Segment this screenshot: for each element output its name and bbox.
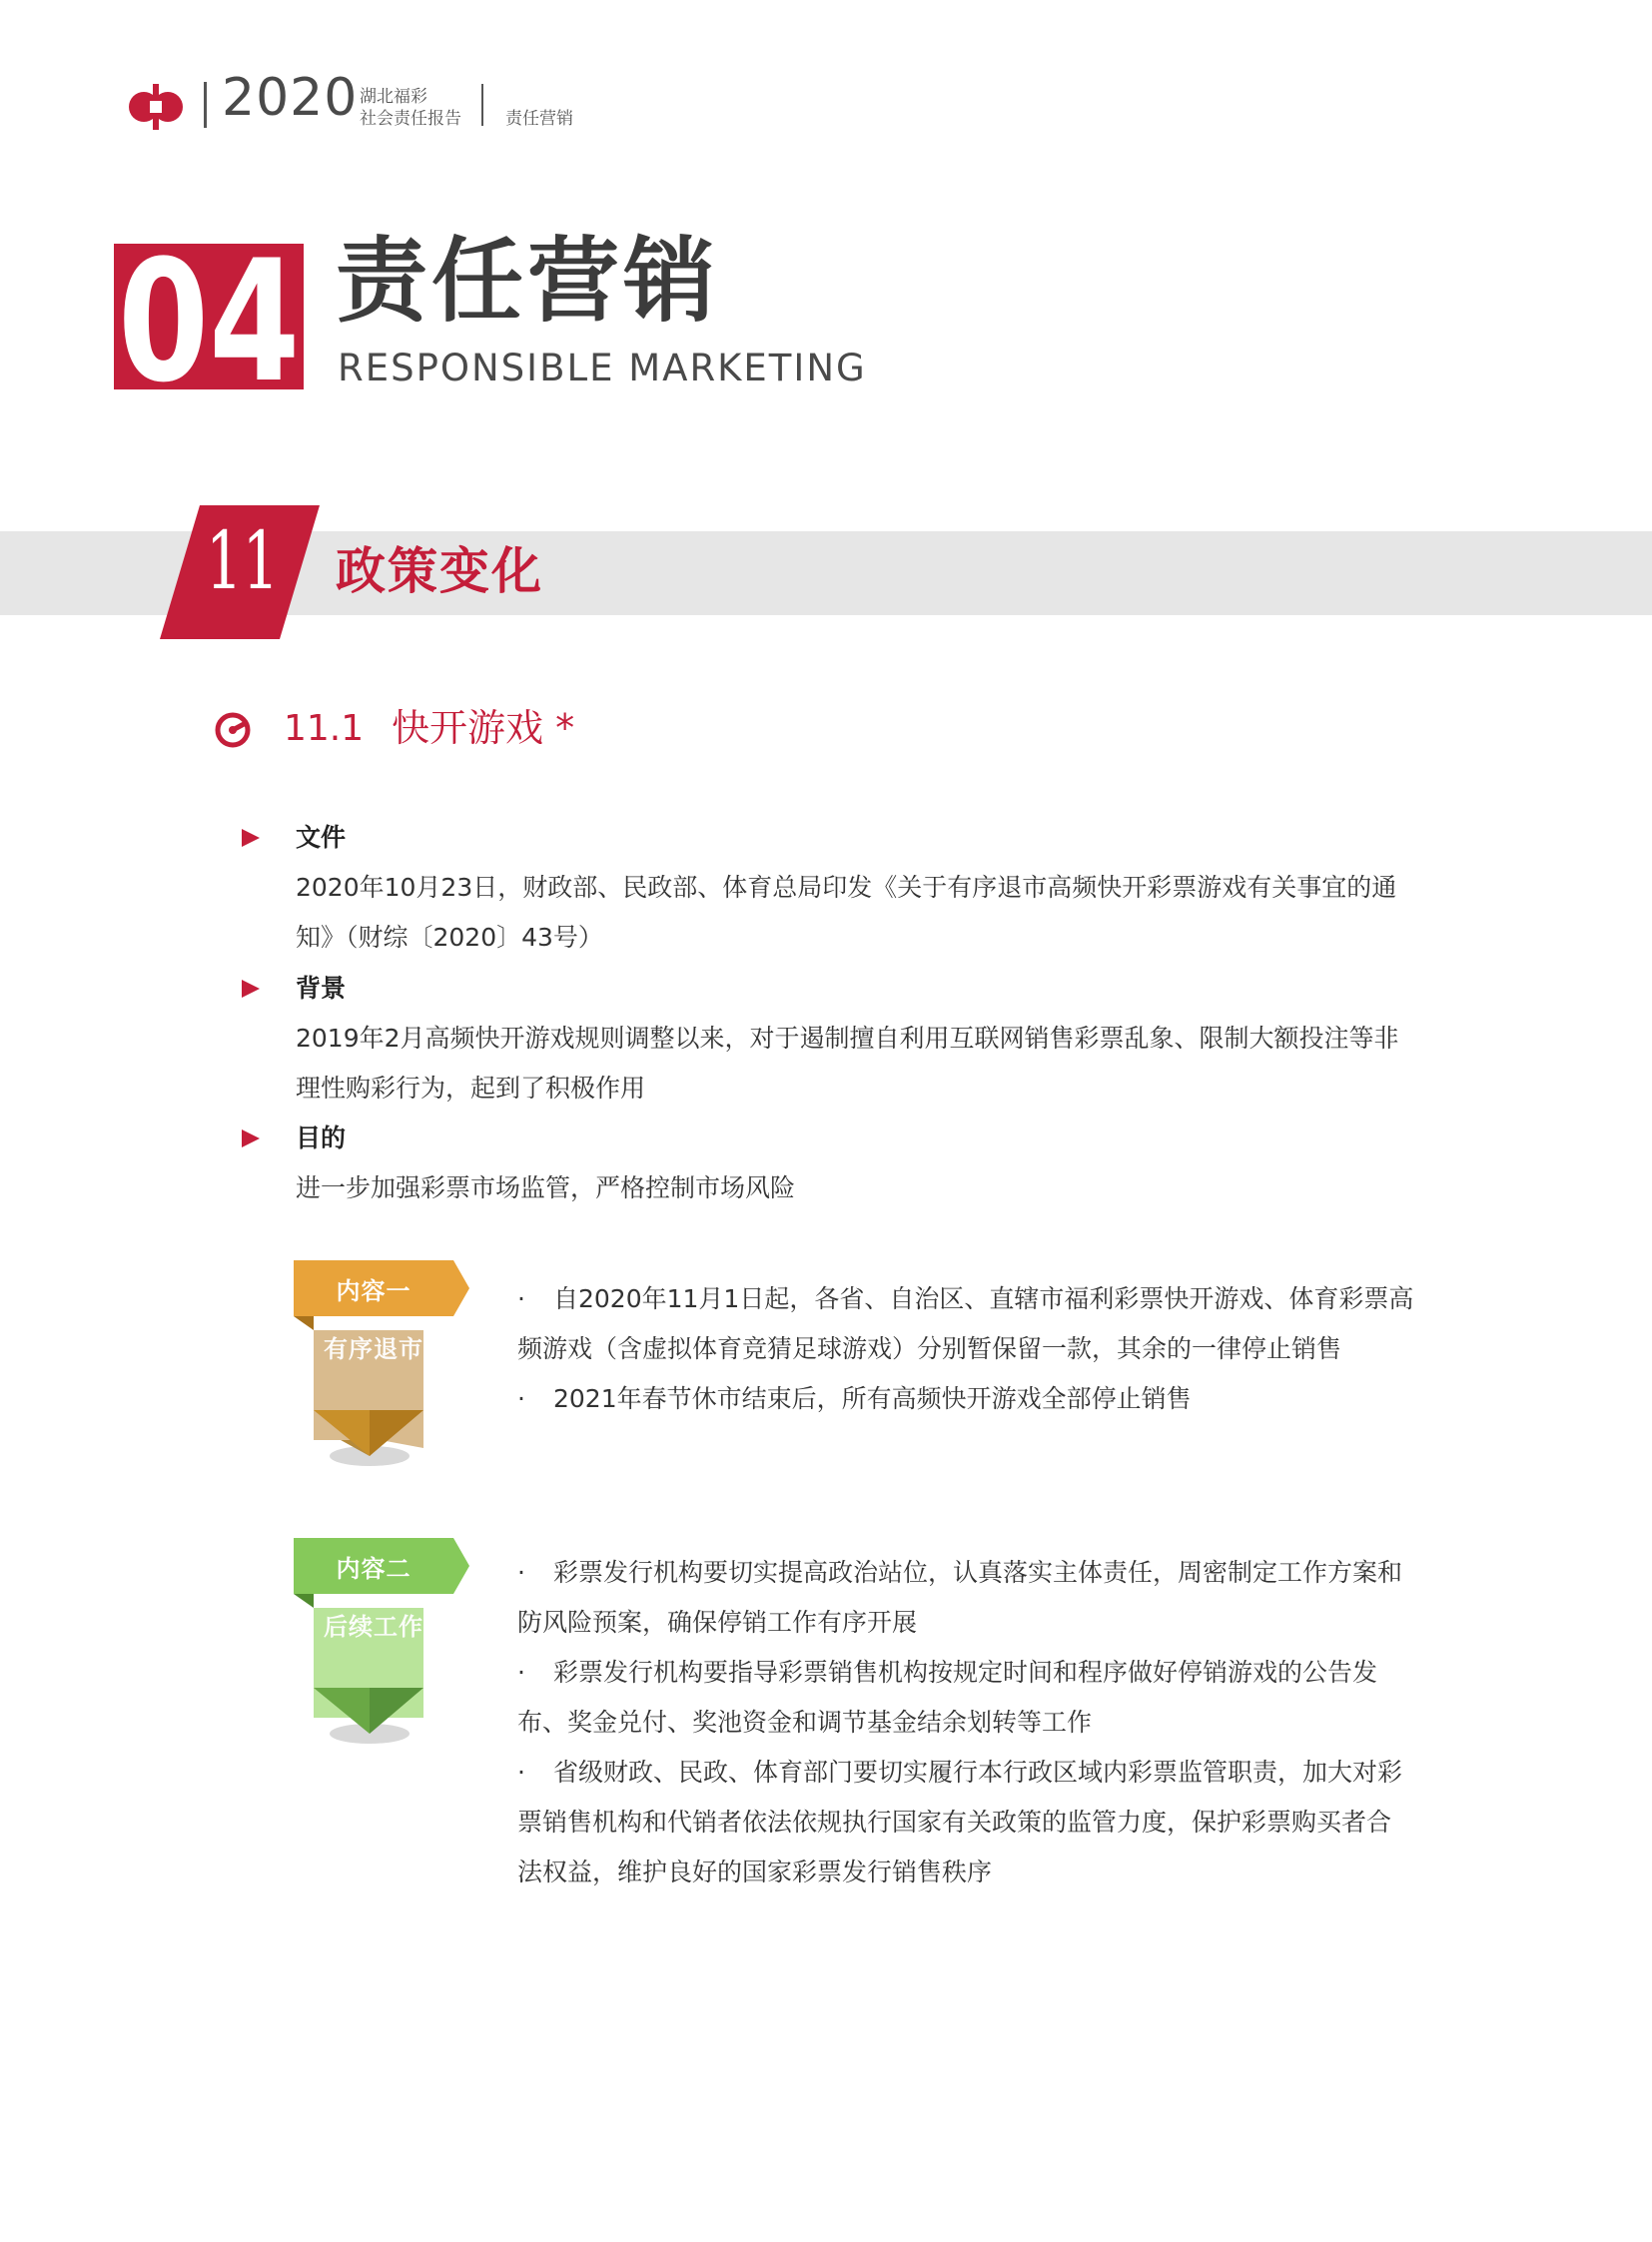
- chapter-number: 04: [117, 244, 301, 389]
- bullet-line: 省级财政、民政、体育部门要切实履行本行政区域内彩票监管职责，加大对彩: [553, 1758, 1403, 1787]
- ribbon-tag-top-label: 内容一: [336, 1277, 412, 1305]
- report-org-line1: 湖北福彩: [360, 87, 427, 107]
- item-text: [296, 1163, 795, 1213]
- content-bullet: [517, 1648, 1402, 1748]
- bullet-line: 票销售机构和代销者依法依规执行国家有关政策的监管力度，保护彩票购买者合: [517, 1808, 1392, 1837]
- item-text-line: 理性购彩行为，起到了积极作用: [296, 1074, 646, 1103]
- item-label: 文件: [296, 823, 347, 852]
- bullet-triangle-icon: [242, 1129, 260, 1147]
- bullet-line: 防风险预案，确保停销工作有序开展: [517, 1608, 918, 1637]
- section-number: 11: [206, 514, 280, 607]
- header-divider: [481, 84, 483, 126]
- chapter-subtitle: RESPONSIBLE MARKETING: [338, 347, 867, 389]
- ribbon-tag-bottom-label: 后续工作: [324, 1613, 423, 1641]
- item-text-line: 2020年10月23日，财政部、民政部、体育总局印发《关于有序退市高频快开彩票游戏有关事宜的通: [296, 873, 1397, 902]
- ribbon-tag-top-label: 内容二: [336, 1555, 412, 1583]
- item-text-line: 进一步加强彩票市场监管，严格控制市场风险: [296, 1173, 796, 1202]
- bullet-line: 布、奖金兑付、奖池资金和调节基金结余划转等工作: [517, 1708, 1093, 1737]
- bullet-triangle-icon: [242, 829, 260, 847]
- bullet-dot: ·: [517, 1558, 525, 1587]
- bullet-line: 2021年春节休市结束后，所有高频快开游戏全部停止销售: [553, 1384, 1192, 1413]
- bullet-dot: ·: [517, 1284, 525, 1313]
- bullet-dot: ·: [517, 1758, 525, 1787]
- bullet-line: 彩票发行机构要切实提高政治站位，认真落实主体责任，周密制定工作方案和: [553, 1558, 1403, 1587]
- bullet-dot: ·: [517, 1658, 525, 1687]
- item-text: [296, 863, 1396, 963]
- chapter-number-block: [114, 244, 304, 389]
- report-org-line2: 社会责任报告: [360, 109, 461, 129]
- content-bullet: [517, 1374, 1413, 1424]
- clock-icon: [214, 711, 252, 749]
- china-welfare-lottery-logo-icon: [128, 84, 184, 130]
- content-bullets: [517, 1274, 1413, 1424]
- section-title: 政策变化: [336, 542, 543, 600]
- content-bullet: [517, 1274, 1413, 1374]
- item-label: 目的: [296, 1123, 347, 1152]
- content-bullet: [517, 1548, 1402, 1648]
- subsection-title: 快开游戏 *: [392, 706, 575, 750]
- chapter-title: 责任营销: [336, 228, 720, 335]
- bullet-dot: ·: [517, 1384, 525, 1413]
- bullet-line: 彩票发行机构要指导彩票销售机构按规定时间和程序做好停销游戏的公告发: [553, 1658, 1378, 1687]
- header-section-name: 责任营销: [505, 109, 573, 129]
- item-text: [296, 1014, 1399, 1114]
- subsection-number: 11.1: [284, 708, 365, 749]
- bullet-line: 法权益，维护良好的国家彩票发行销售秩序: [517, 1858, 993, 1886]
- bullet-line: 自2020年11月1日起，各省、自治区、直辖市福利彩票快开游戏、体育彩票高: [553, 1284, 1414, 1313]
- content-bullet: [517, 1748, 1402, 1897]
- item-label: 背景: [296, 974, 347, 1003]
- report-year: 2020: [222, 68, 359, 128]
- header-divider: [204, 82, 207, 128]
- item-text-line: 2019年2月高频快开游戏规则调整以来，对于遏制擅自利用互联网销售彩票乱象、限制大额投注等非: [296, 1024, 1399, 1053]
- bullet-triangle-icon: [242, 980, 260, 998]
- ribbon-tag-bottom-label: 有序退市: [324, 1335, 423, 1363]
- bullet-line: 频游戏（含虚拟体育竞猜足球游戏）分别暂保留一款，其余的一律停止销售: [517, 1334, 1342, 1363]
- item-text-line: 知》（财综〔2020〕43号）: [296, 923, 603, 952]
- content-bullets: [517, 1548, 1402, 1897]
